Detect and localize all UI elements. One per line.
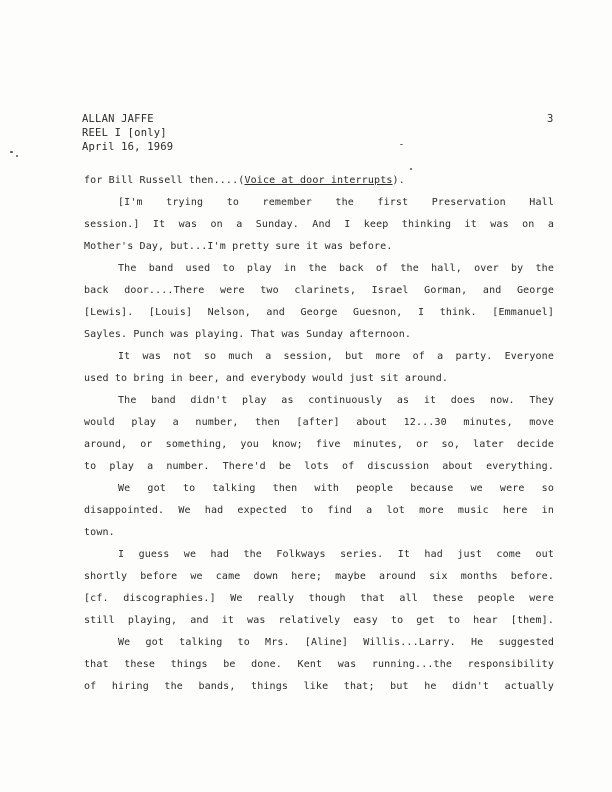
transcript-line: The band didn't play as continuously as it does now. They bbox=[118, 395, 554, 406]
line-text: for Bill Russell then....( bbox=[84, 175, 245, 186]
interview-date: April 16, 1969 bbox=[82, 141, 174, 153]
transcript-line: [I'm trying to remember the first Preservation Hall bbox=[118, 197, 554, 208]
scan-speck bbox=[16, 155, 18, 157]
scan-speck bbox=[10, 151, 13, 153]
document-header bbox=[82, 112, 173, 154]
transcript-line: that these things be done. Kent was running...the responsibility bbox=[84, 659, 554, 670]
transcript-line bbox=[84, 174, 554, 196]
annotation-underlined: Voice at door interrupts bbox=[244, 175, 393, 186]
line-text: ). bbox=[392, 175, 405, 186]
transcript-line: I guess we had the Folkways series. It had just come out bbox=[118, 549, 554, 560]
transcript-line: Sayles. Punch was playing. That was Sunday afternoon. bbox=[84, 329, 412, 340]
transcript-line: session.] It was on a Sunday. And I keep thinking it was on a bbox=[84, 219, 554, 230]
transcript-line: shortly before we came down here; maybe around six months before. bbox=[84, 571, 554, 582]
transcript-line: town. bbox=[84, 527, 115, 538]
transcript-line: We got talking to Mrs. [Aline] Willis...Larry. He suggested bbox=[118, 637, 554, 648]
page-number: 3 bbox=[547, 113, 554, 125]
transcript-line: disappointed. We had expected to find a lot more music here in bbox=[84, 505, 554, 516]
transcript-line: would play a number, then [after] about 12...30 minutes, move bbox=[84, 417, 554, 428]
transcript-line: still playing, and it was relatively easy to get to hear [them]. bbox=[84, 615, 554, 626]
transcript-line: The band used to play in the back of the hall, over by the bbox=[118, 263, 554, 274]
scan-speck bbox=[400, 144, 403, 145]
transcript-line: [Lewis]. [Louis] Nelson, and George Guesnon, I think. [Emmanuel] bbox=[84, 307, 554, 318]
transcript-line: back door....There were two clarinets, Israel Gorman, and George bbox=[84, 285, 554, 296]
transcript-line: We got to talking then with people because we were so bbox=[118, 483, 554, 494]
scan-speck bbox=[410, 168, 412, 170]
transcript-line: It was not so much a session, but more of a party. Everyone bbox=[118, 351, 554, 362]
transcript-line: [cf. discographies.] We really though that all these people were bbox=[84, 593, 554, 604]
transcript-line: used to bring in beer, and everybody would just sit around. bbox=[84, 373, 449, 384]
transcript-line: around, or something, you know; five minutes, or so, later decide bbox=[84, 439, 554, 450]
transcript-line: to play a number. There'd be lots of discussion about everything. bbox=[84, 461, 554, 472]
transcript-body bbox=[84, 174, 554, 702]
reel-label: REEL I [only] bbox=[82, 127, 167, 139]
interviewee-name: ALLAN JAFFE bbox=[82, 113, 154, 125]
transcript-line: of hiring the bands, things like that; but he didn't actually bbox=[84, 681, 554, 692]
transcript-line: Mother's Day, but...I'm pretty sure it was before. bbox=[84, 241, 393, 252]
